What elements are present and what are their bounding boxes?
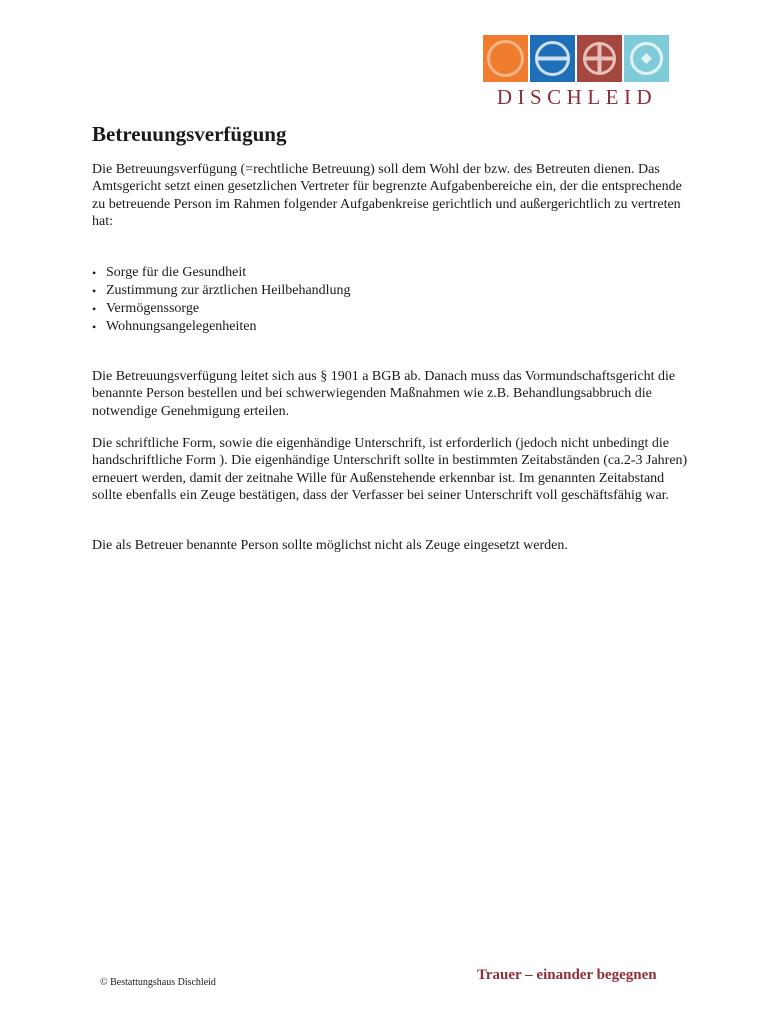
logo-wordmark: DISCHLEID xyxy=(496,85,658,109)
legal-basis-paragraph: Die Betreuungsverfügung leitet sich aus § 1901 a BGB ab. Danach muss das Vormundschaftsgericht die benannte Person bestellen und bei schwerwiegenden Maßnahmen wie z.B. Behandlungsabbruch die notwendige Genehmigung erteilen. xyxy=(92,369,676,419)
logo-tiles xyxy=(483,35,671,82)
list-item-text: Zustimmung zur ärztlichen Heilbehandlung xyxy=(106,283,351,298)
bullet-icon: • xyxy=(92,284,97,298)
circle-icon xyxy=(483,35,528,82)
list-item xyxy=(92,282,351,300)
list-item xyxy=(92,300,351,318)
circle-bar-icon xyxy=(530,35,575,82)
form-requirements-paragraph: Die schriftliche Form, sowie die eigenhändige Unterschrift, ist erforderlich (jedoch nicht unbedingt die handschriftliche Form ). Die eigenhändige Unterschrift sollte in bestimmten Zeitabständen (ca.2-3 Jahren) erneuert werden, damit der zeitnahe Wille für Außenstehende erkennbar ist. Im genannten Zeitabstand sollte ebenfalls ein Zeuge bestätigen, dass der Verfasser bei seiner Unterschrift voll geschäftsfähig war. xyxy=(92,436,688,504)
list-item-text: Wohnungsangelegenheiten xyxy=(106,319,257,334)
copyright-notice: © Bestattungshaus Dischleid xyxy=(100,977,216,988)
witness-note-paragraph: Die als Betreuer benannte Person sollte möglichst nicht als Zeuge eingesetzt werden. xyxy=(92,538,568,553)
bullet-icon: • xyxy=(92,266,97,280)
circle-diamond-icon xyxy=(624,35,669,82)
circle-cross-icon xyxy=(577,35,622,82)
list-item xyxy=(92,264,351,282)
bullet-icon: • xyxy=(92,302,97,316)
list-item-text: Sorge für die Gesundheit xyxy=(106,265,247,280)
task-list xyxy=(92,264,351,336)
page-title: Betreuungsverfügung xyxy=(92,122,287,146)
list-item-text: Vermögenssorge xyxy=(106,301,200,316)
list-item xyxy=(92,318,351,336)
intro-paragraph: Die Betreuungsverfügung (=rechtliche Betreuung) soll dem Wohl der bzw. des Betreuten dienen. Das Amtsgericht setzt einen gesetzlichen Vertreter für begrenzte Aufgabenbereiche ein, der die entsprechende zu betreuende Person im Rahmen folgender Aufgabenkreise gerichtlich und außergerichtlich zu vertreten hat: xyxy=(92,162,682,230)
bullet-icon: • xyxy=(92,320,97,334)
footer-slogan: Trauer – einander begegnen xyxy=(477,967,657,983)
dischleid-logo xyxy=(483,35,671,108)
